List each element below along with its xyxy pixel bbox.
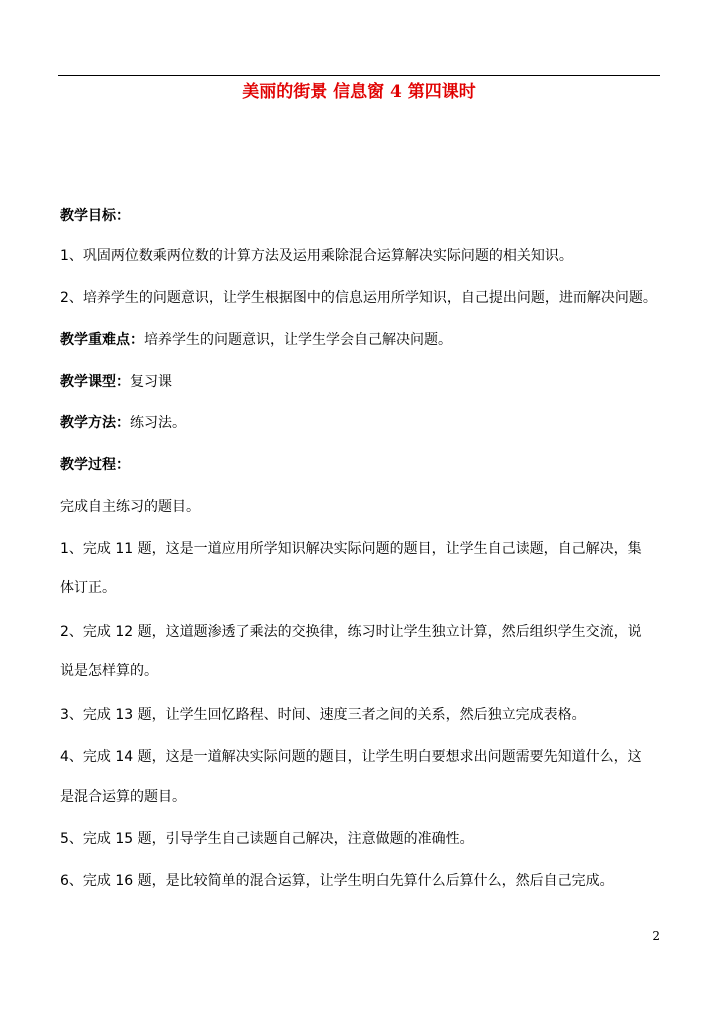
header-rule	[58, 75, 660, 76]
process-item-1-line-1: 1、完成 11 题，这是一道应用所学知识解决实际问题的题目，让学生自己读题，自己解决，集	[60, 541, 642, 557]
process-item-3: 3、完成 13 题，让学生回忆路程、时间、速度三者之间的关系，然后独立完成表格。	[60, 707, 586, 723]
goal-1: 1、巩固两位数乘两位数的计算方法及运用乘除混合运算解决实际问题的相关知识。	[60, 248, 573, 264]
process-item-2-line-1: 2、完成 12 题，这道题渗透了乘法的交换律，练习时让学生独立计算，然后组织学生交流，说	[60, 624, 642, 640]
lesson-type-label: 教学课型：	[60, 374, 130, 390]
process-item-6: 6、完成 16 题，是比较简单的混合运算，让学生明白先算什么后算什么，然后自己完成。	[60, 873, 614, 889]
process-item-4-line-1: 4、完成 14 题，这是一道解决实际问题的题目，让学生明白要想求出问题需要先知道什么，这	[60, 749, 642, 765]
process-heading: 教学过程：	[60, 457, 130, 473]
page-number: 2	[652, 929, 660, 943]
teaching-method-line	[60, 413, 660, 433]
lesson-type-line	[60, 372, 660, 392]
teaching-method-text: 练习法。	[130, 415, 186, 431]
process-item-4-line-2: 是混合运算的题目。	[60, 789, 186, 805]
key-points-text: 培养学生的问题意识，让学生学会自己解决问题。	[144, 332, 452, 348]
process-item-1-line-2: 体订正。	[60, 580, 116, 596]
key-points-label: 教学重难点：	[60, 332, 144, 348]
process-intro: 完成自主练习的题目。	[60, 499, 200, 515]
goals-heading: 教学目标：	[60, 208, 130, 224]
document-title: 美丽的街景 信息窗 4 第四课时	[242, 82, 476, 102]
goal-2: 2、培养学生的问题意识，让学生根据图中的信息运用所学知识，自己提出问题，进而解决问题。	[60, 290, 657, 306]
lesson-type-text: 复习课	[130, 374, 172, 390]
teaching-method-label: 教学方法：	[60, 415, 130, 431]
process-item-5: 5、完成 15 题，引导学生自己读题自己解决，注意做题的准确性。	[60, 831, 474, 847]
process-item-2-line-2: 说是怎样算的。	[60, 663, 158, 679]
key-points-line	[60, 330, 660, 350]
